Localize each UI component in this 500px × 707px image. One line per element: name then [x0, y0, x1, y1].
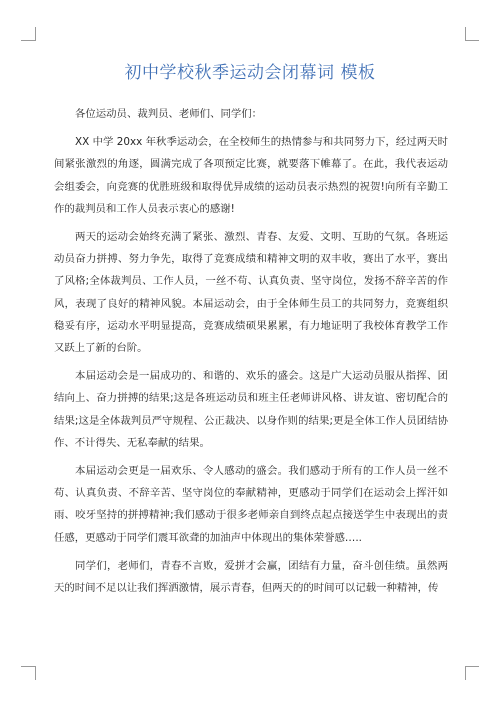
page-title: 初中学校秋季运动会闭幕词 模板 — [124, 63, 376, 83]
paragraph-3: 本届运动会是一届成功的、和谐的、欢乐的盛会。这是广大运动员服从指挥、团结向上、奋力拼搏的结果;这是各班运动员和班主任老师讲风格、讲友谊、密切配合的结果;这是全体裁判员严守规程、公正裁决、以身作则的结果;更是全体工作人员团结协作、不计得失、无私奉献的结果。 — [54, 370, 448, 449]
paragraph-4: 本届运动会更是一届欢乐、令人感动的盛会。我们感动于所有的工作人员一丝不苟、认真负责、不辞辛苦、坚守岗位的奉献精神，更感动于同学们在运动会上挥汗如雨、咬牙坚持的拼搏精神;我们感动于很多老师亲自到终点起点接送学生中表现出的责任感，更感动于同学们震耳欲聋的加油声中体现出的集体荣誉感….. — [54, 465, 448, 544]
paragraph-1: XX 中学 20xx 年秋季运动会，在全校师生的热情参与和共同努力下，经过两天时间紧张激烈的角逐，圆满完成了各项预定比赛，就要落下帷幕了。在此，我代表运动会组委会，向竞赛的优胜班级和取得优异成绩的运动员表示热烈的祝贺!向所有辛勤工作的裁判员和工作人员表示衷心的感谢! — [54, 136, 448, 215]
paragraph-5: 同学们，老师们，青春不言败，爱拼才会赢，团结有力量，奋斗创佳绩。虽然两天的时间不足以让我们挥洒激情，展示青春，但两天的的时间可以记载一种精神，传 — [54, 559, 448, 595]
salutation: 各位运动员、裁判员、老师们、同学们： — [75, 108, 263, 120]
paragraph-2: 两天的运动会始终充满了紧张、激烈、青春、友爱、文明、互助的气氛。各班运动员奋力拼搏、努力争先，取得了竞赛成绩和精神文明的双丰收，赛出了水平，赛出了风格;全体裁判员、工作人员，一丝不苟、认真负责、坚守岗位，发扬不辞辛苦的作风，表现了良好的精神风貌。本届运动会，由于全体师生员工的共同努力，竞赛组织稳妥有序，运动水平明显提高，竞赛成绩硕果累累，有力地证明了我校体育教学工作又跃上了新的台阶。 — [54, 231, 448, 355]
document-body — [54, 103, 448, 605]
